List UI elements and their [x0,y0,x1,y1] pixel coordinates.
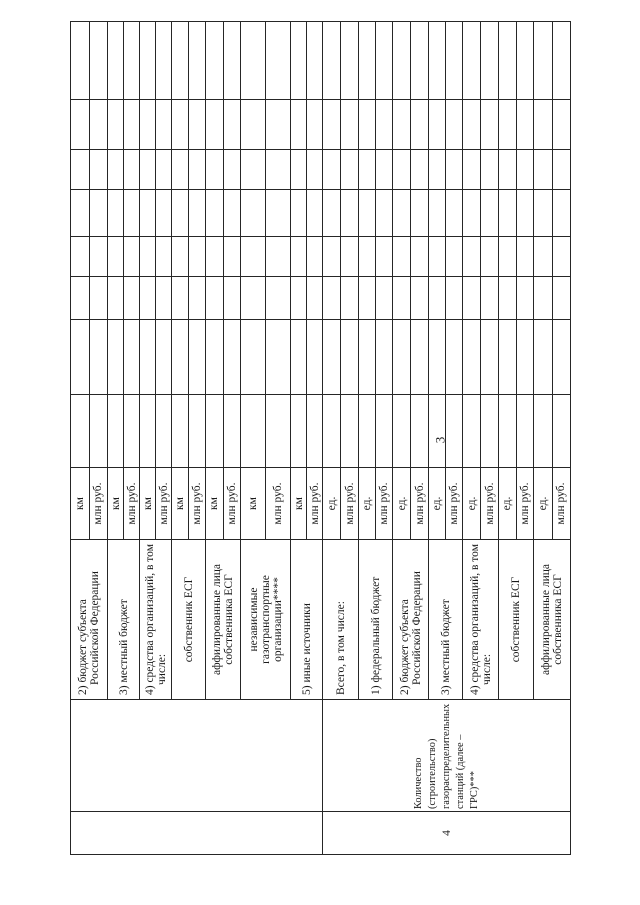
value-cell [429,395,446,468]
value-cell [156,237,172,277]
value-cell [307,237,323,277]
unit-cell: ед. [499,468,517,540]
value-cell [124,395,140,468]
value-cell [341,100,359,150]
value-cell [108,190,124,237]
value-cell [359,22,376,100]
unit-cell: ед. [359,468,376,540]
value-cell [376,22,393,100]
value-cell [124,22,140,100]
value-cell [140,22,156,100]
value-cell [463,320,481,395]
value-cell [124,320,140,395]
funding-source-cell: 4) средства организаций, в том числе: [463,540,499,700]
value-cell [341,237,359,277]
value-cell [241,150,266,190]
value-cell [429,237,446,277]
unit-cell: ед. [463,468,481,540]
value-cell [323,277,341,320]
funding-source-cell: собственник ЕСГ [172,540,206,700]
value-cell [189,22,206,100]
value-cell [499,395,517,468]
value-cell [359,237,376,277]
value-cell [172,100,189,150]
value-cell [266,277,291,320]
value-cell [534,237,553,277]
unit-cell: км [241,468,266,540]
value-cell [71,22,90,100]
value-cell [499,150,517,190]
value-cell [499,190,517,237]
value-cell [376,100,393,150]
value-cell [71,277,90,320]
value-cell [189,100,206,150]
value-cell [446,237,463,277]
row-number-cell: 4 [323,812,571,855]
value-cell [393,100,411,150]
value-cell [307,100,323,150]
value-cell [189,395,206,468]
value-cell [291,190,307,237]
value-cell [341,320,359,395]
value-cell [71,100,90,150]
value-cell [223,150,241,190]
value-cell [516,190,534,237]
value-cell [266,100,291,150]
value-cell [341,22,359,100]
value-cell [156,190,172,237]
value-cell [140,150,156,190]
unit-cell: млн руб. [376,468,393,540]
value-cell [223,237,241,277]
value-cell [534,150,553,190]
value-cell [241,237,266,277]
value-cell [341,190,359,237]
value-cell [108,395,124,468]
value-cell [172,22,189,100]
value-cell [206,150,224,190]
value-cell [429,277,446,320]
value-cell [206,277,224,320]
value-cell [411,190,429,237]
value-cell [393,395,411,468]
value-cell [411,320,429,395]
value-cell [376,395,393,468]
value-cell [341,150,359,190]
value-cell [223,320,241,395]
value-cell [241,22,266,100]
value-cell [499,22,517,100]
value-cell [189,320,206,395]
value-cell [140,277,156,320]
page-number: 3 [432,436,448,444]
value-cell [223,100,241,150]
value-cell [89,190,108,237]
value-cell [481,190,499,237]
unit-cell: ед. [429,468,446,540]
value-cell [552,237,571,277]
value-cell [552,150,571,190]
value-cell [552,190,571,237]
value-cell [393,190,411,237]
value-cell [241,100,266,150]
value-cell [552,22,571,100]
value-cell [393,150,411,190]
table-body [71,22,571,855]
value-cell [156,277,172,320]
value-cell [266,395,291,468]
value-cell [291,277,307,320]
unit-cell: км [71,468,90,540]
value-cell [446,150,463,190]
value-cell [463,150,481,190]
value-cell [534,22,553,100]
value-cell [206,320,224,395]
value-cell [481,277,499,320]
value-cell [206,100,224,150]
value-cell [534,100,553,150]
value-cell [172,237,189,277]
value-cell [241,395,266,468]
value-cell [206,395,224,468]
value-cell [108,320,124,395]
value-cell [534,190,553,237]
value-cell [516,320,534,395]
value-cell [307,190,323,237]
value-cell [534,320,553,395]
value-cell [376,237,393,277]
value-cell [172,190,189,237]
value-cell [89,100,108,150]
value-cell [359,190,376,237]
value-cell [291,395,307,468]
value-cell [411,395,429,468]
unit-cell: ед. [323,468,341,540]
value-cell [266,190,291,237]
value-cell [291,22,307,100]
value-cell [411,22,429,100]
value-cell [223,395,241,468]
value-cell [241,277,266,320]
funding-source-cell: 5) иные источники [291,540,323,700]
value-cell [266,22,291,100]
unit-cell: млн руб. [156,468,172,540]
unit-cell: млн руб. [516,468,534,540]
unit-cell: млн руб. [411,468,429,540]
value-cell [534,277,553,320]
value-cell [411,277,429,320]
value-cell [156,320,172,395]
value-cell [307,277,323,320]
unit-cell: млн руб. [189,468,206,540]
value-cell [241,190,266,237]
value-cell [206,22,224,100]
value-cell [108,22,124,100]
value-cell [463,190,481,237]
unit-cell: млн руб. [341,468,359,540]
value-cell [376,277,393,320]
value-cell [266,150,291,190]
unit-cell: млн руб. [307,468,323,540]
value-cell [223,190,241,237]
value-cell [189,237,206,277]
value-cell [481,320,499,395]
unit-cell: км [206,468,224,540]
value-cell [341,395,359,468]
value-cell [481,237,499,277]
value-cell [481,22,499,100]
value-cell [429,320,446,395]
value-cell [71,190,90,237]
value-cell [266,320,291,395]
value-cell [156,22,172,100]
value-cell [463,22,481,100]
value-cell [71,320,90,395]
value-cell [429,22,446,100]
value-cell [223,22,241,100]
value-cell [307,320,323,395]
value-cell [108,237,124,277]
value-cell [341,277,359,320]
value-cell [172,150,189,190]
funding-source-cell: 2) бюджет субъекта Российской Федерации [393,540,429,700]
rotated-table-sheet [70,22,570,855]
value-cell [206,237,224,277]
unit-cell: км [172,468,189,540]
value-cell [552,100,571,150]
funding-source-cell: 1) федеральный бюджет [359,540,393,700]
value-cell [446,100,463,150]
value-cell [552,320,571,395]
value-cell [481,395,499,468]
value-cell [411,150,429,190]
value-cell [323,395,341,468]
value-cell [393,277,411,320]
value-cell [359,100,376,150]
value-cell [323,320,341,395]
value-cell [291,150,307,190]
value-cell [172,395,189,468]
funding-source-cell: независимые газотранспортные организации**** [241,540,291,700]
unit-cell: млн руб. [266,468,291,540]
value-cell [266,237,291,277]
value-cell [463,395,481,468]
value-cell [156,100,172,150]
value-cell [481,150,499,190]
value-cell [307,395,323,468]
value-cell [89,277,108,320]
value-cell [71,237,90,277]
table-row [323,22,341,855]
value-cell [429,190,446,237]
value-cell [516,395,534,468]
value-cell [189,277,206,320]
value-cell [140,320,156,395]
value-cell [446,395,463,468]
value-cell [307,150,323,190]
value-cell [463,237,481,277]
value-cell [89,237,108,277]
unit-cell: млн руб. [124,468,140,540]
row-number-cell [71,812,323,855]
funding-source-cell: аффилированные лица собственника ЕСГ [206,540,241,700]
funding-source-cell: 3) местный бюджет [108,540,140,700]
value-cell [172,277,189,320]
value-cell [552,395,571,468]
value-cell [516,22,534,100]
funding-source-cell: собственник ЕСГ [499,540,534,700]
value-cell [393,320,411,395]
value-cell [71,395,90,468]
value-cell [156,150,172,190]
unit-cell: ед. [534,468,553,540]
unit-cell: млн руб. [89,468,108,540]
value-cell [411,237,429,277]
value-cell [359,150,376,190]
unit-cell: млн руб. [223,468,241,540]
value-cell [376,190,393,237]
value-cell [124,100,140,150]
value-cell [463,277,481,320]
value-cell [89,395,108,468]
value-cell [393,22,411,100]
funding-source-cell: Всего, в том числе: [323,540,359,700]
unit-cell: км [108,468,124,540]
value-cell [359,320,376,395]
value-cell [291,320,307,395]
indicator-name-cell [71,700,323,812]
value-cell [89,22,108,100]
indicator-name-cell: Количество (строительство) газораспределительных станций (далее – ГРС)*** [323,700,571,812]
value-cell [323,190,341,237]
value-cell [140,395,156,468]
value-cell [89,150,108,190]
value-cell [140,190,156,237]
value-cell [140,237,156,277]
funding-source-cell: аффилированные лица собственника ЕСГ [534,540,571,700]
funding-source-cell: 2) бюджет субъекта Российской Федерации [71,540,108,700]
value-cell [411,100,429,150]
unit-cell: ед. [393,468,411,540]
value-cell [499,100,517,150]
funding-source-cell: 3) местный бюджет [429,540,463,700]
value-cell [307,22,323,100]
value-cell [124,277,140,320]
value-cell [108,150,124,190]
value-cell [206,190,224,237]
value-cell [463,100,481,150]
value-cell [499,277,517,320]
value-cell [446,320,463,395]
value-cell [189,190,206,237]
value-cell [446,190,463,237]
unit-cell: млн руб. [446,468,463,540]
value-cell [108,277,124,320]
value-cell [481,100,499,150]
value-cell [291,100,307,150]
value-cell [552,277,571,320]
value-cell [89,320,108,395]
value-cell [534,395,553,468]
value-cell [359,277,376,320]
value-cell [156,395,172,468]
unit-cell: км [140,468,156,540]
value-cell [499,320,517,395]
funding-source-cell: 4) средства организаций, в том числе: [140,540,172,700]
value-cell [516,150,534,190]
value-cell [71,150,90,190]
value-cell [376,320,393,395]
value-cell [189,150,206,190]
value-cell [291,237,307,277]
value-cell [172,320,189,395]
value-cell [223,277,241,320]
value-cell [516,237,534,277]
value-cell [323,22,341,100]
value-cell [124,237,140,277]
value-cell [499,237,517,277]
value-cell [323,150,341,190]
value-cell [124,190,140,237]
value-cell [124,150,140,190]
value-cell [359,395,376,468]
value-cell [241,320,266,395]
unit-cell: млн руб. [552,468,571,540]
value-cell [429,150,446,190]
unit-cell: млн руб. [481,468,499,540]
value-cell [393,237,411,277]
value-cell [446,277,463,320]
unit-cell: км [291,468,307,540]
value-cell [323,237,341,277]
value-cell [429,100,446,150]
value-cell [108,100,124,150]
value-cell [446,22,463,100]
value-cell [140,100,156,150]
value-cell [516,100,534,150]
value-cell [376,150,393,190]
table-row [71,22,90,855]
funding-table [70,21,571,855]
value-cell [323,100,341,150]
value-cell [516,277,534,320]
